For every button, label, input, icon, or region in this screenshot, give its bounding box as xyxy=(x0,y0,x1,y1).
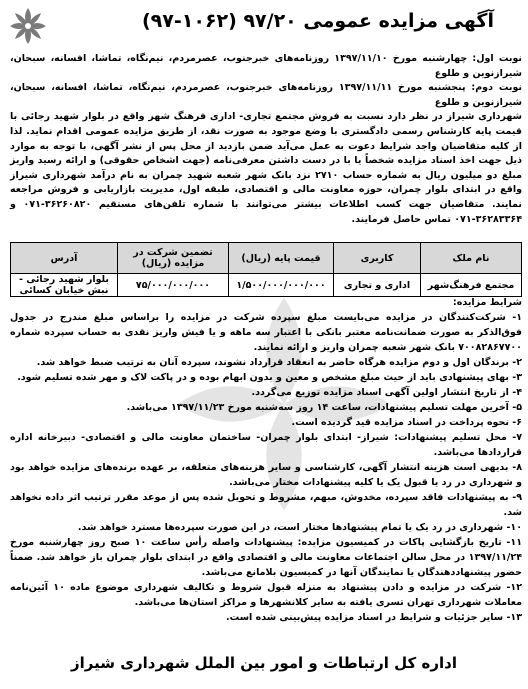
notice-second-publication: نوبت دوم: پنجشنبه مورخ ۱۳۹۷/۱۱/۱۱ روزنامه‌های خبرجنوب، عصرمردم، نیم‌نگاه، تماشا، افسانه، سبحان، شیرازنوین و طلوع xyxy=(10,82,522,108)
condition-item: ۱۱- تاریخ بازگشایی پاکات در کمیسیون مزایده: پیشنهادات واصله رأس ساعت ۱۰ صبح روز چهارشنبه مورخ ۱۳۹۷/۱۱/۲۴ در محل سالن اجتماعات معاونت مالی و اقتصادی واقع در ابتدای بلوار چمران باز خواهد شد. ضمناً حضور پیشنهاددهندگان یا نمایندگان آنها در کمیسیون بلامانع می‌باشد. xyxy=(10,537,522,578)
cell-deposit: ۷۵/۰۰۰/۰۰۰/۰۰۰ xyxy=(118,274,229,297)
auction-notice xyxy=(4,4,524,685)
notice-first-publication: نوبت اول: چهارشنبه مورخ ۱۳۹۷/۱۱/۱۰ روزنامه‌های خبرجنوب، عصرمردم، نیم‌نگاه، تماشا، افسانه، سبحان، شیرازنوین و طلوع xyxy=(10,53,522,79)
condition-item: ۵- آخرین مهلت تسلیم پیشنهادات، ساعت ۱۴ روز سه‌شنبه مورخ ۱۳۹۷/۱۱/۲۳ می‌باشد. xyxy=(126,402,522,413)
column-header-usage: کاربری xyxy=(334,243,421,274)
page-title: آگهی مزایده عمومی ۹۷/۲۰ (۱۰۶۲-۹۷) xyxy=(141,10,494,32)
cell-address: بلوار شهید رجائی - نبش خیابان کسائی xyxy=(11,274,118,297)
column-header-name: نام ملک xyxy=(421,243,522,274)
condition-item: ۱۰- شهرداری در رد یک یا تمام پیشنهادها مختار است، در این صورت سپرده‌ها مسترد خواهد شد. xyxy=(77,522,522,533)
condition-item: ۱- شرکت‌کنندگان در مزایده می‌بایست مبلغ سپرده شرکت در مزایده را براساس مبلغ مندرج در جدول فوق‌الذکر به صورت ضمانت‌نامه معتبر بانکی با اعتبار سه ماهه و یا فیش واریز نقدی به حساب سپرده شماره ۷۰۰۸۲۸۶۷۷۰۰ بانک شهر شعبه چمران واریز و ارائه نمایند. xyxy=(10,312,522,353)
table-row xyxy=(11,274,522,297)
condition-item: ۹- به پیشنهادات فاقد سپرده، مخدوش، مبهم، مشروط و تحویل شده پس از موعد مقرر ترتیب اثر داده نخواهد شد. xyxy=(10,492,522,518)
condition-item: ۱۲- شرکت در مزایده و دادن پیشنهاد به منزله قبول شروط و تکالیف شهرداری موضوع ماده ۱۰ آئین‌نامه معاملات شهرداری تهران تسری یافته به سایر کلانشهرها و مراکز استان‌ها می‌باشد. xyxy=(10,582,522,608)
header xyxy=(4,4,524,48)
auction-table xyxy=(10,242,522,297)
cell-name: مجتمع فرهنگ‌شهر xyxy=(421,274,522,297)
footer-signature: اداره کل ارتباطات و امور بین الملل شهرداری شیراز xyxy=(71,654,457,672)
condition-item: ۳- بهای پیشنهادی باید از حیث مبلغ مشخص و معین و بدون ابهام بوده و در پاکت لاک و مهر شده تسلیم شود. xyxy=(17,372,522,383)
condition-item: ۶- نحوه پرداخت در اسناد مزایده قید گردیده است. xyxy=(291,417,522,428)
condition-item: ۷- محل تسلیم پیشنهادات: شیراز- ابتدای بلوار چمران- ساختمان معاونت مالی و اقتصادی- دبیرخانه اداره قراردادها می‌باشد. xyxy=(10,432,522,458)
condition-item: ۴- از تاریخ انتشار اولین آگهی اسناد مزایده توزیع می‌گردد. xyxy=(251,387,522,398)
column-header-deposit: تضمین شرکت در مزایده (ریال) xyxy=(118,243,229,274)
column-header-address: آدرس xyxy=(11,243,118,274)
auction-conditions xyxy=(10,295,522,625)
table-header-row xyxy=(11,243,522,274)
notice-body: شهرداری شیراز در نظر دارد نسبت به فروش مجتمع تجاری- اداری فرهنگ شهر واقع در بلوار شهید رجائی با قیمت پایه کارشناس رسمی دادگستری با وضع موجود به صورت نقد، از طریق مزایده عمومی اقدام نماید. لذا از کلیه متقاضیان واجد شرایط دعوت به عمل می‌آید ضمن بازدید از محل پس از نشر آگهی، با توجه به موارد ذیل جهت اخذ اسناد مزایده شخصاً یا با در دست داشتن معرفی‌نامه (جهت اشخاص حقوقی) و ارائه رسید واریز مبلغ دو میلیون ریال به شماره حساب ۲۷۱۰ نزد بانک شهر شعبه شهید چمران به نام درآمد شهرداری شیراز واقع در ابتدای بلوار چمران، حوزه معاونت مالی و اقتصادی، طبقه اول، مدیریت بازاریابی و فروش مراجعه نمایند. متقاضیان جهت کسب اطلاعات بیشتر می‌توانند با شماره تلفن‌های مستقیم ۳۶۲۶۰۸۲۰-۰۷۱ و ۳۶۲۸۳۳۶۴-۰۷۱ تماس حاصل فرمایند. xyxy=(10,111,522,225)
notice-text xyxy=(10,52,522,227)
cell-base-price: ۱/۵۰۰/۰۰۰/۰۰۰/۰۰۰ xyxy=(229,274,334,297)
cell-usage: اداری و تجاری xyxy=(334,274,421,297)
condition-item: ۲- برندگان اول و دوم مزایده هرگاه حاضر به انعقاد قرارداد نشوند، سپرده آنان به ترتیب ضبط خواهد شد. xyxy=(36,357,522,368)
column-header-base-price: قیمت پایه (ریال) xyxy=(229,243,334,274)
auction-table-wrapper xyxy=(10,242,522,297)
shiraz-municipality-logo-icon xyxy=(6,4,50,48)
condition-item: ۸- بدیهی است هزینه انتشار آگهی، کارشناسی و سایر هزینه‌های متعلقه، بر عهده برنده‌های مزایده خواهد بود و شهرداری در رد یا قبول یک یا کلیه پیشنهادات مختار می‌باشد. xyxy=(10,462,522,488)
condition-item: ۱۳- سایر جزئیات و شرایط در اسناد مزایده پیش‌بینی شده است. xyxy=(226,612,522,623)
conditions-heading: شرایط مزایده: xyxy=(452,297,522,308)
